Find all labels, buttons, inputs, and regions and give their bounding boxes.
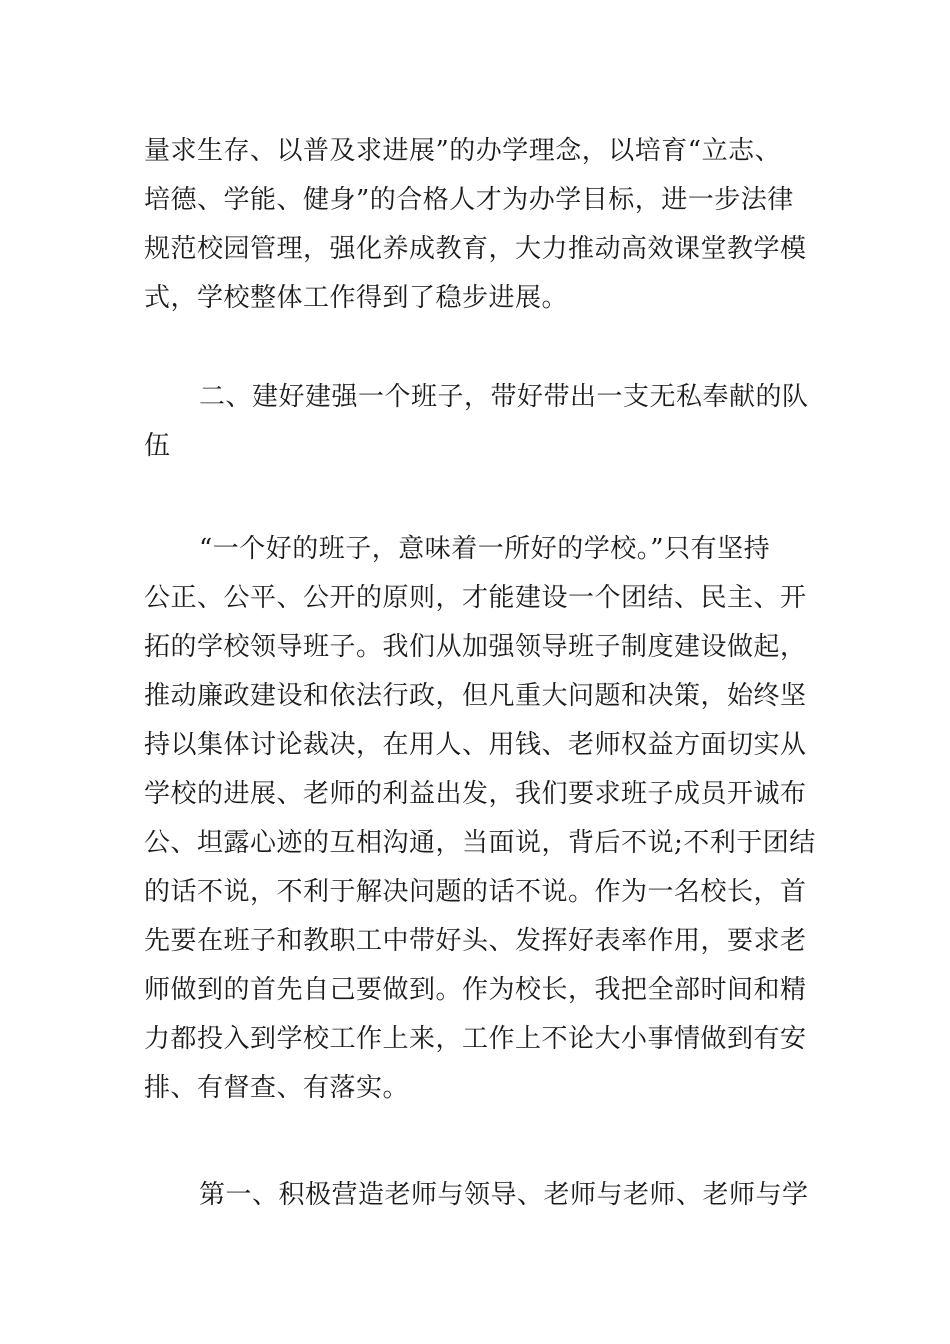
paragraph-1 <box>144 127 814 323</box>
paragraph-line: 师做到的首先自己要做到。作为校长，我把全部时间和精 <box>144 975 807 1005</box>
paragraph-line: 先要在班子和教职工中带好头、发挥好表率作用，要求老 <box>144 926 807 956</box>
heading-line: 伍 <box>144 431 171 461</box>
paragraph-line: 排、有督查、有落实。 <box>144 1073 410 1103</box>
paragraph-line: 拓的学校领导班子。我们从加强领导班子制度建设做起， <box>144 632 807 662</box>
paragraph-line: 的话不说，不利于解决问题的话不说。作为一名校长，首 <box>144 877 807 907</box>
paragraph-line: 公、坦露心迹的互相沟通，当面说，背后不说;不利于团结 <box>144 828 816 858</box>
heading-line: 二、建好建强一个班子，带好带出一支无私奉献的队 <box>199 382 809 412</box>
paragraph-line: 规范校园管理，强化养成教育，大力推动高效课堂教学模 <box>144 234 807 264</box>
paragraph-line: 持以集体讨论裁决，在用人、用钱、老师权益方面切实从 <box>144 730 807 760</box>
paragraph-line: 公正、公平、公开的原则，才能建设一个团结、民主、开 <box>144 583 807 613</box>
paragraph-line: 推动廉政建设和依法行政，但凡重大问题和决策，始终坚 <box>144 681 807 711</box>
paragraph-line: 式，学校整体工作得到了稳步进展。 <box>144 283 569 313</box>
paragraph-line: 力都投入到学校工作上来，工作上不论大小事情做到有安 <box>144 1024 807 1054</box>
section-heading <box>144 373 814 471</box>
paragraph-line: 量求生存、以普及求进展”的办学理念，以培育“立志、 <box>144 136 782 166</box>
paragraph-line: 培德、学能、健身”的合格人才为办学目标，进一步法律 <box>144 185 794 215</box>
paragraph-line: “一个好的班子，意味着一所好的学校。”只有坚持 <box>199 534 771 564</box>
paragraph-line: 学校的进展、老师的利益出发，我们要求班子成员开诚布 <box>144 779 807 809</box>
paragraph-2 <box>144 525 814 1113</box>
paragraph-3 <box>144 1171 814 1220</box>
paragraph-line: 第一、积极营造老师与领导、老师与老师、老师与学 <box>199 1180 809 1210</box>
